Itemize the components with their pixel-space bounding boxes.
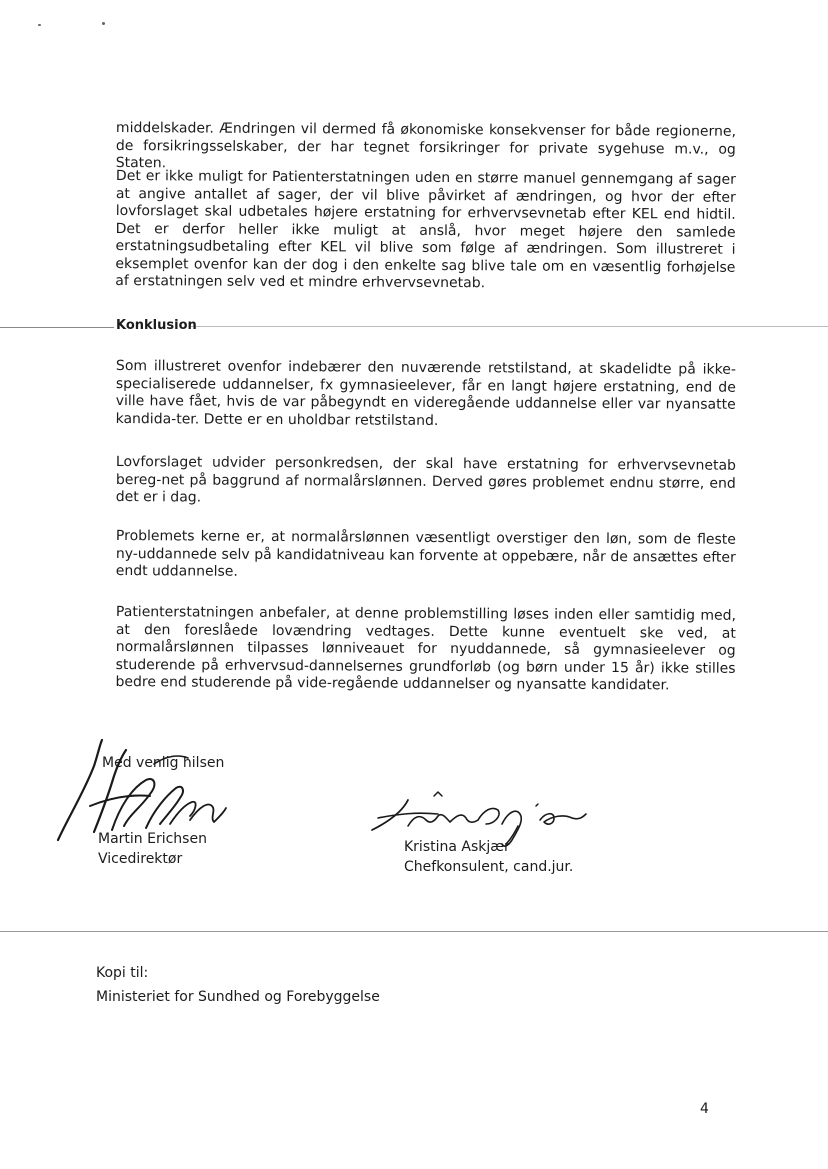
paragraph-recommendation: Patienterstatningen anbefaler, at denne problemstilling løses inden eller samtidig med, at den foreslåede lovændring vedtages. Dette kunne eventuelt ske ved, at normalårslønnen tilpasses lønniveauet for nyuddannede, så gymnasieelever og studerende på erhvervsud-dannelsernes grundforløb (og børn under 15 år) ikke stilles bedre end studerende på vide-regående uddannelser og nyansatte kandidater. (115, 604, 736, 694)
section-divider (0, 327, 114, 328)
signer-2-title: Chefkonsulent, cand.jur. (404, 859, 574, 875)
signer-2-name: Kristina Askjær (404, 839, 510, 855)
paragraph-core-problem: Problemets kerne er, at normalårslønnen væsentligt overstiger den løn, som de fleste ny-uddannede selv på kandidatniveau kan forvente at oppebære, når de ansættes efter endt uddannelse. (115, 528, 736, 580)
paragraph-current-law: Som illustreret ovenfor indebærer den nuværende retstilstand, at skadelidte på ikke-specialiserede uddannelser, fx gymnasieelever, får en langt højere erstatning, end de ville have fået, hvis de var påbegyndt en videregående uddannelse eller var nyansatte kandida-ter. Dette er en uholdbar retstilstand. (115, 358, 736, 429)
copy-recipient: Ministeriet for Sundhed og Forebyggelse (96, 989, 380, 1005)
paragraph-consequences: middelskader. Ændringen vil dermed få økonomiske konsekvenser for både regionerne, de forsikringsselskaber, der har tegnet forsikringer for private sygehuse m.v., og Staten. (115, 120, 736, 172)
scan-speck (102, 22, 105, 25)
scan-speck (38, 24, 41, 26)
signer-1-title: Vicedirektør (98, 851, 183, 867)
copy-label: Kopi til: (96, 965, 149, 981)
section-divider (190, 326, 828, 327)
paragraph-bill-scope: Lovforslaget udvider personkredsen, der skal have erstatning for erhvervsevnetab bereg-net på baggrund af normalårslønnen. Derved gøres problemet endnu større, end det er i dag. (115, 454, 736, 506)
signer-1-name: Martin Erichsen (98, 831, 207, 847)
section-heading-conclusion: Konklusion (116, 318, 197, 333)
paragraph-estimate: Det er ikke muligt for Patienterstatningen uden en større manuel gennemgang af sager at angive antallet af sager, der vil blive påvirket af ændringen, og hvor der efter lovforslaget skal udbetales højere erstatning for erhvervsevnetab efter KEL end hidtil. Det er derfor heller ikke muligt at anslå, hvor meget højere den samlede erstatningsudbetaling efter KEL vil blive som følge af ændringen. Som illustreret i eksemplet ovenfor kan der dog i den enkelte sag blive tale om en væsentlig forhøjelse af erstatningen selv ved et mindre erhvervsevnetab. (115, 168, 736, 292)
page-number: 4 (700, 1101, 709, 1117)
closing-greeting: Med venlig hilsen (102, 755, 225, 771)
footer-divider (0, 931, 828, 932)
